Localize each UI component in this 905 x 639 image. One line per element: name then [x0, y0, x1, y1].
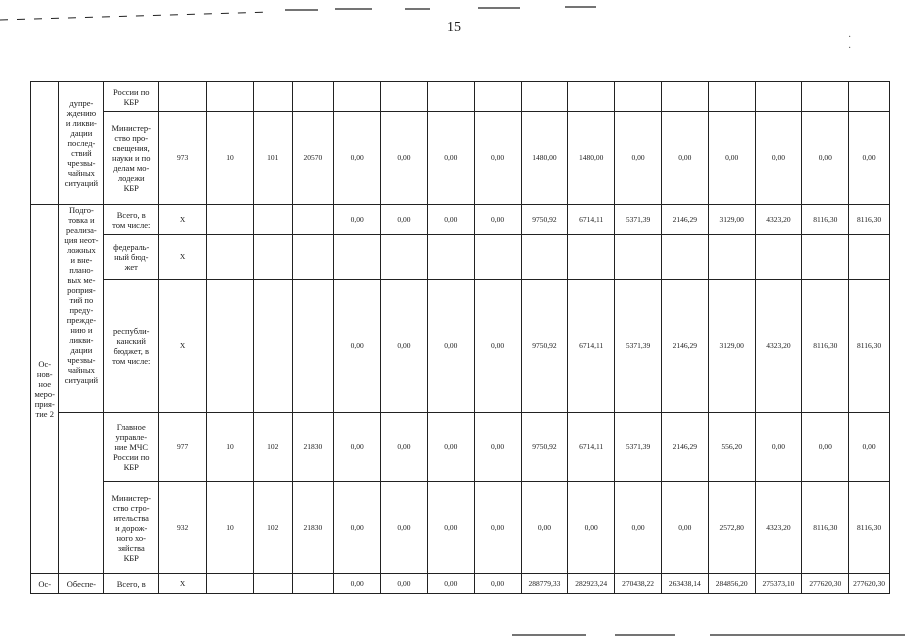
table-body — [31, 82, 890, 594]
value-cell: 0,00 — [427, 574, 474, 594]
value-cell: 275373,10 — [755, 574, 802, 594]
code-cell: 101 — [253, 112, 292, 205]
table-row — [31, 482, 890, 574]
code-cell — [253, 82, 292, 112]
value-cell: 0,00 — [802, 413, 849, 482]
value-cell: 0,00 — [661, 112, 708, 205]
code-cell: Х — [159, 280, 207, 413]
code-cell — [253, 280, 292, 413]
table-row — [31, 112, 890, 205]
value-cell — [708, 235, 755, 280]
value-cell — [474, 82, 521, 112]
code-cell — [292, 280, 334, 413]
value-cell — [334, 82, 381, 112]
value-cell: 4323,20 — [755, 205, 802, 235]
executor-cell: Всего, в том числе: — [104, 205, 159, 235]
executor-cell: федераль- ный бюд- жет — [104, 235, 159, 280]
value-cell: 2146,29 — [661, 280, 708, 413]
value-cell: 284856,20 — [708, 574, 755, 594]
budget-table — [30, 81, 890, 594]
code-cell — [207, 82, 254, 112]
value-cell: 270438,22 — [615, 574, 662, 594]
value-cell: 9750,92 — [521, 205, 568, 235]
executor-cell: республи- канский бюджет, в том числе: — [104, 280, 159, 413]
value-cell — [521, 235, 568, 280]
value-cell — [755, 235, 802, 280]
value-cell: 0,00 — [427, 280, 474, 413]
value-cell: 0,00 — [381, 413, 428, 482]
code-cell — [207, 280, 254, 413]
measure-name-cell — [59, 413, 104, 574]
value-cell: 6714,11 — [568, 280, 615, 413]
value-cell: 0,00 — [474, 413, 521, 482]
value-cell: 0,00 — [849, 112, 890, 205]
value-cell — [381, 235, 428, 280]
value-cell: 0,00 — [381, 574, 428, 594]
table-row — [31, 82, 890, 112]
measure-name-cell: дупре- ждению и ликви- дации послед- ствий чрезвы- чайных ситуаций — [59, 82, 104, 205]
value-cell: 556,20 — [708, 413, 755, 482]
value-cell — [568, 82, 615, 112]
value-cell — [661, 82, 708, 112]
value-cell: 0,00 — [802, 112, 849, 205]
value-cell — [615, 235, 662, 280]
code-cell — [253, 574, 292, 594]
value-cell: 0,00 — [849, 413, 890, 482]
value-cell: 0,00 — [474, 280, 521, 413]
code-cell: Х — [159, 574, 207, 594]
value-cell: 0,00 — [615, 112, 662, 205]
value-cell: 6714,11 — [568, 205, 615, 235]
value-cell — [802, 235, 849, 280]
value-cell: 0,00 — [427, 205, 474, 235]
table-row — [31, 413, 890, 482]
value-cell: 0,00 — [381, 205, 428, 235]
value-cell: 2146,29 — [661, 205, 708, 235]
value-cell: 0,00 — [755, 413, 802, 482]
value-cell: 0,00 — [427, 482, 474, 574]
table-row — [31, 205, 890, 235]
value-cell: 0,00 — [334, 205, 381, 235]
code-cell: 21830 — [292, 413, 334, 482]
value-cell: 0,00 — [474, 574, 521, 594]
value-cell — [427, 82, 474, 112]
code-cell — [253, 205, 292, 235]
code-cell: 20570 — [292, 112, 334, 205]
bottom-lines — [500, 632, 905, 638]
code-cell — [292, 235, 334, 280]
value-cell: 0,00 — [474, 112, 521, 205]
value-cell: 0,00 — [334, 574, 381, 594]
value-cell — [334, 235, 381, 280]
code-cell: Х — [159, 235, 207, 280]
value-cell — [849, 235, 890, 280]
value-cell: 0,00 — [334, 112, 381, 205]
value-cell — [521, 82, 568, 112]
value-cell: 6714,11 — [568, 413, 615, 482]
value-cell: 0,00 — [708, 112, 755, 205]
value-cell: 9750,92 — [521, 280, 568, 413]
value-cell — [849, 82, 890, 112]
value-cell: 0,00 — [427, 413, 474, 482]
value-cell: 0,00 — [381, 112, 428, 205]
value-cell: 282923,24 — [568, 574, 615, 594]
value-cell: 0,00 — [661, 482, 708, 574]
corner-marks: · · — [848, 32, 870, 54]
value-cell — [474, 235, 521, 280]
code-cell — [292, 82, 334, 112]
value-cell — [661, 235, 708, 280]
value-cell: 2146,29 — [661, 413, 708, 482]
code-cell: 21830 — [292, 482, 334, 574]
code-cell — [292, 574, 334, 594]
value-cell — [427, 235, 474, 280]
value-cell: 3129,00 — [708, 280, 755, 413]
value-cell — [381, 82, 428, 112]
value-cell: 0,00 — [427, 112, 474, 205]
value-cell — [755, 82, 802, 112]
value-cell: 277620,30 — [849, 574, 890, 594]
code-cell: 10 — [207, 482, 254, 574]
code-cell — [207, 574, 254, 594]
code-cell: 10 — [207, 112, 254, 205]
value-cell: 8116,30 — [849, 205, 890, 235]
value-cell: 0,00 — [381, 482, 428, 574]
row-label-cell — [31, 82, 59, 205]
value-cell: 277620,30 — [802, 574, 849, 594]
value-cell: 8116,30 — [849, 280, 890, 413]
code-cell: 932 — [159, 482, 207, 574]
code-cell — [159, 82, 207, 112]
measure-name-cell: Подго- товка и реализа- ция неот- ложных и вне- плано- вых ме- роприя- тий по преду- прежде- нию и ликви- дации чрезвы- чайных ситуаций — [59, 205, 104, 413]
value-cell: 3129,00 — [708, 205, 755, 235]
executor-cell: России по КБР — [104, 82, 159, 112]
value-cell: 9750,92 — [521, 413, 568, 482]
code-cell: 10 — [207, 413, 254, 482]
value-cell: 0,00 — [334, 413, 381, 482]
value-cell: 0,00 — [568, 482, 615, 574]
value-cell: 8116,30 — [802, 280, 849, 413]
code-cell: 102 — [253, 482, 292, 574]
code-cell: 973 — [159, 112, 207, 205]
value-cell: 5371,39 — [615, 280, 662, 413]
executor-cell: Всего, в — [104, 574, 159, 594]
value-cell: 2572,80 — [708, 482, 755, 574]
table-row — [31, 280, 890, 413]
executor-cell: Министер- ство стро- ительства и дорож- ного хо- зяйства КБР — [104, 482, 159, 574]
code-cell — [207, 205, 254, 235]
value-cell: 288779,33 — [521, 574, 568, 594]
code-cell — [207, 235, 254, 280]
value-cell: 5371,39 — [615, 413, 662, 482]
value-cell: 0,00 — [474, 482, 521, 574]
table-row — [31, 235, 890, 280]
code-cell — [253, 235, 292, 280]
value-cell: 263438,14 — [661, 574, 708, 594]
value-cell — [708, 82, 755, 112]
code-cell: Х — [159, 205, 207, 235]
value-cell: 0,00 — [521, 482, 568, 574]
value-cell: 4323,20 — [755, 280, 802, 413]
value-cell: 1480,00 — [521, 112, 568, 205]
value-cell: 4323,20 — [755, 482, 802, 574]
value-cell — [568, 235, 615, 280]
value-cell: 0,00 — [474, 205, 521, 235]
value-cell: 1480,00 — [568, 112, 615, 205]
top-dashed-line — [0, 6, 600, 22]
measure-name-cell: Обеспе- — [59, 574, 104, 594]
row-label-cell: Ос- нов- ное меро- прия- тие 2 — [31, 205, 59, 574]
value-cell: 8116,30 — [802, 482, 849, 574]
code-cell: 977 — [159, 413, 207, 482]
value-cell: 0,00 — [615, 482, 662, 574]
value-cell: 8116,30 — [849, 482, 890, 574]
value-cell — [615, 82, 662, 112]
value-cell: 0,00 — [755, 112, 802, 205]
code-cell — [292, 205, 334, 235]
value-cell: 8116,30 — [802, 205, 849, 235]
code-cell: 102 — [253, 413, 292, 482]
executor-cell: Министер- ство про- свещения, науки и по делам мо- лодежи КБР — [104, 112, 159, 205]
table-row — [31, 574, 890, 594]
value-cell: 0,00 — [334, 482, 381, 574]
value-cell — [802, 82, 849, 112]
value-cell: 5371,39 — [615, 205, 662, 235]
page-number: 15 — [447, 20, 461, 35]
value-cell: 0,00 — [334, 280, 381, 413]
executor-cell: Главное управле- ние МЧС России по КБР — [104, 413, 159, 482]
row-label-cell: Ос- — [31, 574, 59, 594]
value-cell: 0,00 — [381, 280, 428, 413]
